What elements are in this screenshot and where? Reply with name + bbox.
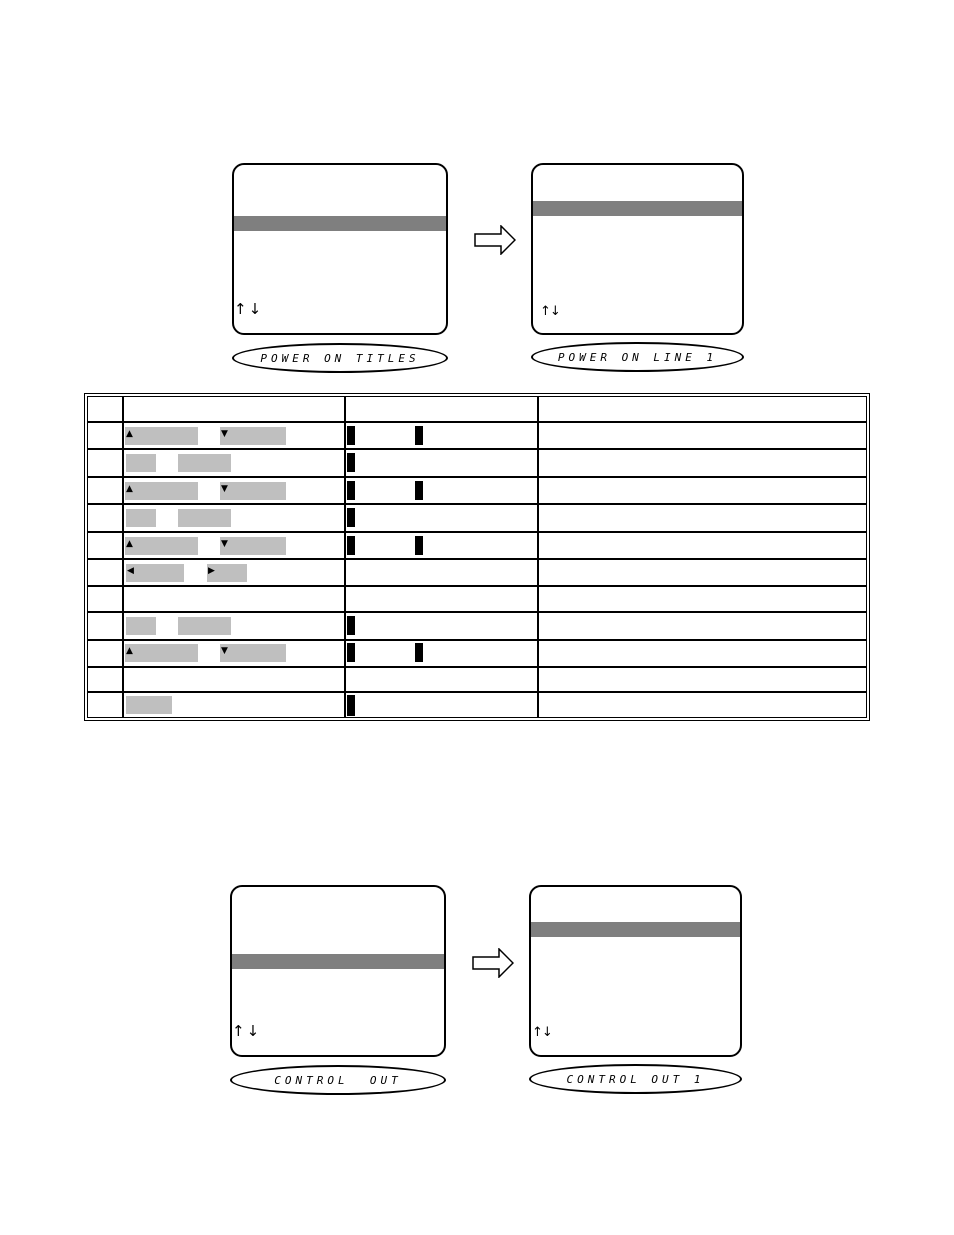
lcd-text: POWER ON TITLES: [260, 351, 420, 365]
row-divider: [87, 666, 867, 668]
cursor-block: [347, 643, 355, 662]
menu-screen-power-on-line-1: [531, 163, 744, 335]
row-divider: [87, 503, 867, 505]
down-triangle-icon: ▼: [221, 484, 228, 494]
lcd-text: CONTROL OUT 1: [566, 1072, 705, 1086]
lcd-text: POWER ON LINE 1: [557, 350, 718, 364]
lcd-display-power-on-line-1: [531, 342, 744, 372]
cursor-block: [415, 481, 423, 500]
key: [126, 454, 156, 472]
menu-highlight-bar: [232, 954, 444, 969]
down-triangle-icon: ▼: [221, 429, 228, 439]
right-outline-arrow-icon: [472, 948, 514, 978]
key: [126, 617, 156, 635]
lcd-display-control-out: [230, 1065, 446, 1095]
lcd-display-control-out-1: [529, 1064, 742, 1094]
up-key: [125, 644, 198, 662]
up-key: [125, 482, 198, 500]
left-triangle-icon: ◀: [127, 566, 134, 576]
up-triangle-icon: ▲: [126, 429, 133, 439]
down-key: [220, 482, 286, 500]
right-key: [207, 564, 247, 582]
key: [126, 509, 156, 527]
column-divider: [537, 396, 539, 718]
row-divider: [87, 585, 867, 587]
cursor-block: [347, 508, 355, 527]
row-divider: [87, 558, 867, 560]
down-triangle-icon: ▼: [221, 646, 228, 656]
menu-highlight-bar: [531, 922, 740, 937]
row-divider: [87, 421, 867, 423]
menu-screen-control-out-1: [529, 885, 742, 1057]
column-divider: [122, 396, 124, 718]
menu-screen-control-out: [230, 885, 446, 1057]
down-key: [220, 427, 286, 445]
menu-screen-power-on-titles: [232, 163, 448, 335]
cursor-block: [415, 536, 423, 555]
row-divider: [87, 611, 867, 613]
cursor-block: [347, 426, 355, 445]
up-triangle-icon: ▲: [126, 646, 133, 656]
procedure-table: [84, 393, 870, 721]
right-outline-arrow-icon: [474, 225, 516, 255]
up-triangle-icon: ▲: [126, 484, 133, 494]
key: [126, 696, 172, 714]
cursor-block: [415, 643, 423, 662]
up-down-arrows-icon: ↑↓: [232, 1022, 262, 1040]
up-down-arrows-icon: ↑↓: [234, 300, 264, 318]
cursor-block: [347, 695, 355, 716]
key: [178, 454, 231, 472]
down-triangle-icon: ▼: [221, 539, 228, 549]
up-down-arrows-icon: ↑↓: [532, 1025, 552, 1040]
up-down-arrows-icon: ↑↓: [540, 304, 560, 319]
menu-highlight-bar: [234, 216, 446, 231]
row-divider: [87, 531, 867, 533]
down-key: [220, 537, 286, 555]
down-key: [220, 644, 286, 662]
key: [178, 509, 231, 527]
right-triangle-icon: ▶: [208, 566, 215, 576]
lcd-text: CONTROL OUT: [274, 1073, 402, 1087]
key: [178, 617, 231, 635]
row-divider: [87, 639, 867, 641]
column-divider: [344, 396, 346, 718]
cursor-block: [347, 453, 355, 472]
up-triangle-icon: ▲: [126, 539, 133, 549]
row-divider: [87, 476, 867, 478]
menu-highlight-bar: [533, 201, 742, 216]
cursor-block: [415, 426, 423, 445]
cursor-block: [347, 616, 355, 635]
row-divider: [87, 448, 867, 450]
up-key: [125, 427, 198, 445]
cursor-block: [347, 536, 355, 555]
lcd-display-power-on-titles: [232, 343, 448, 373]
row-divider: [87, 691, 867, 693]
left-key: [126, 564, 184, 582]
cursor-block: [347, 481, 355, 500]
up-key: [125, 537, 198, 555]
